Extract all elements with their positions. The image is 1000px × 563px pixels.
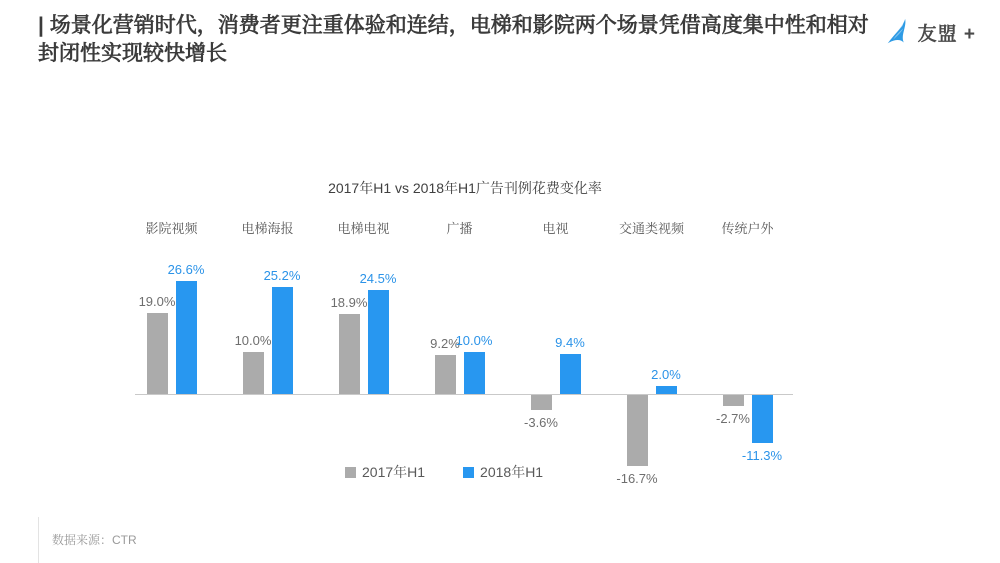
bar-2017年H1-电梯海报 [243,352,264,395]
bar-value-label: 10.0% [455,332,493,348]
legend-swatch [463,467,474,478]
umeng-bird-icon [885,18,913,46]
category-label: 交通类视频 [618,221,684,236]
bar-2018年H1-广播 [464,352,485,395]
legend-swatch [345,467,356,478]
bar-value-label: 26.6% [167,261,205,277]
source-divider [38,517,39,563]
page-title: | 场景化营销时代，消费者更注重体验和连结，电梯和影院两个场景凭借高度集中性和相对封闭性实现较快增长 [38,14,869,65]
bar-2018年H1-电视 [560,354,581,394]
bar-value-label: 24.5% [359,270,397,286]
x-axis-line [135,394,793,395]
bar-2018年H1-传统户外 [752,395,773,443]
umeng-logo-text: 友盟 + [917,23,976,45]
bar-value-label: 2.0% [651,366,681,382]
bar-2017年H1-传统户外 [723,395,744,406]
bar-value-label: 18.9% [330,294,368,310]
bar-2018年H1-电梯海报 [272,287,293,394]
bar-2017年H1-影院视频 [147,313,168,394]
bar-2018年H1-交通类视频 [656,386,677,395]
bar-value-label: 19.0% [138,294,176,310]
bar-value-label: -3.6% [524,415,558,431]
bar-2017年H1-交通类视频 [627,395,648,466]
umeng-logo [885,18,976,46]
data-source: 数据来源：CTR [52,533,137,547]
bar-2017年H1-广播 [435,355,456,394]
bar-value-label: -11.3% [741,448,783,464]
category-label: 传统户外 [721,221,774,236]
bar-value-label: 9.2% [430,335,460,351]
bar-value-label: 9.4% [555,335,585,351]
legend-label: 2018年H1 [480,464,544,480]
bar-value-label: 25.2% [263,267,301,283]
legend-label: 2017年H1 [362,464,426,480]
bar-value-label: -2.7% [716,411,750,427]
category-label: 电梯海报 [241,221,294,236]
category-label: 影院视频 [145,221,198,236]
chart-title: 2017年H1 vs 2018年H1广告刊例花费变化率 [328,180,602,196]
bar-value-label: 10.0% [234,332,272,348]
bar-value-label: -16.7% [616,470,658,486]
legend-item-2017年H1 [345,462,425,482]
category-label: 电梯电视 [337,221,390,236]
category-label: 电视 [542,221,569,236]
legend-item-2018年H1 [463,462,543,482]
bar-2017年H1-电梯电视 [339,314,360,394]
chart-legend [345,462,543,482]
category-label: 广播 [446,221,473,236]
bar-chart-plot [135,205,795,490]
bar-2018年H1-电梯电视 [368,290,389,394]
bar-2017年H1-电视 [531,395,552,410]
bar-2018年H1-影院视频 [176,281,197,394]
